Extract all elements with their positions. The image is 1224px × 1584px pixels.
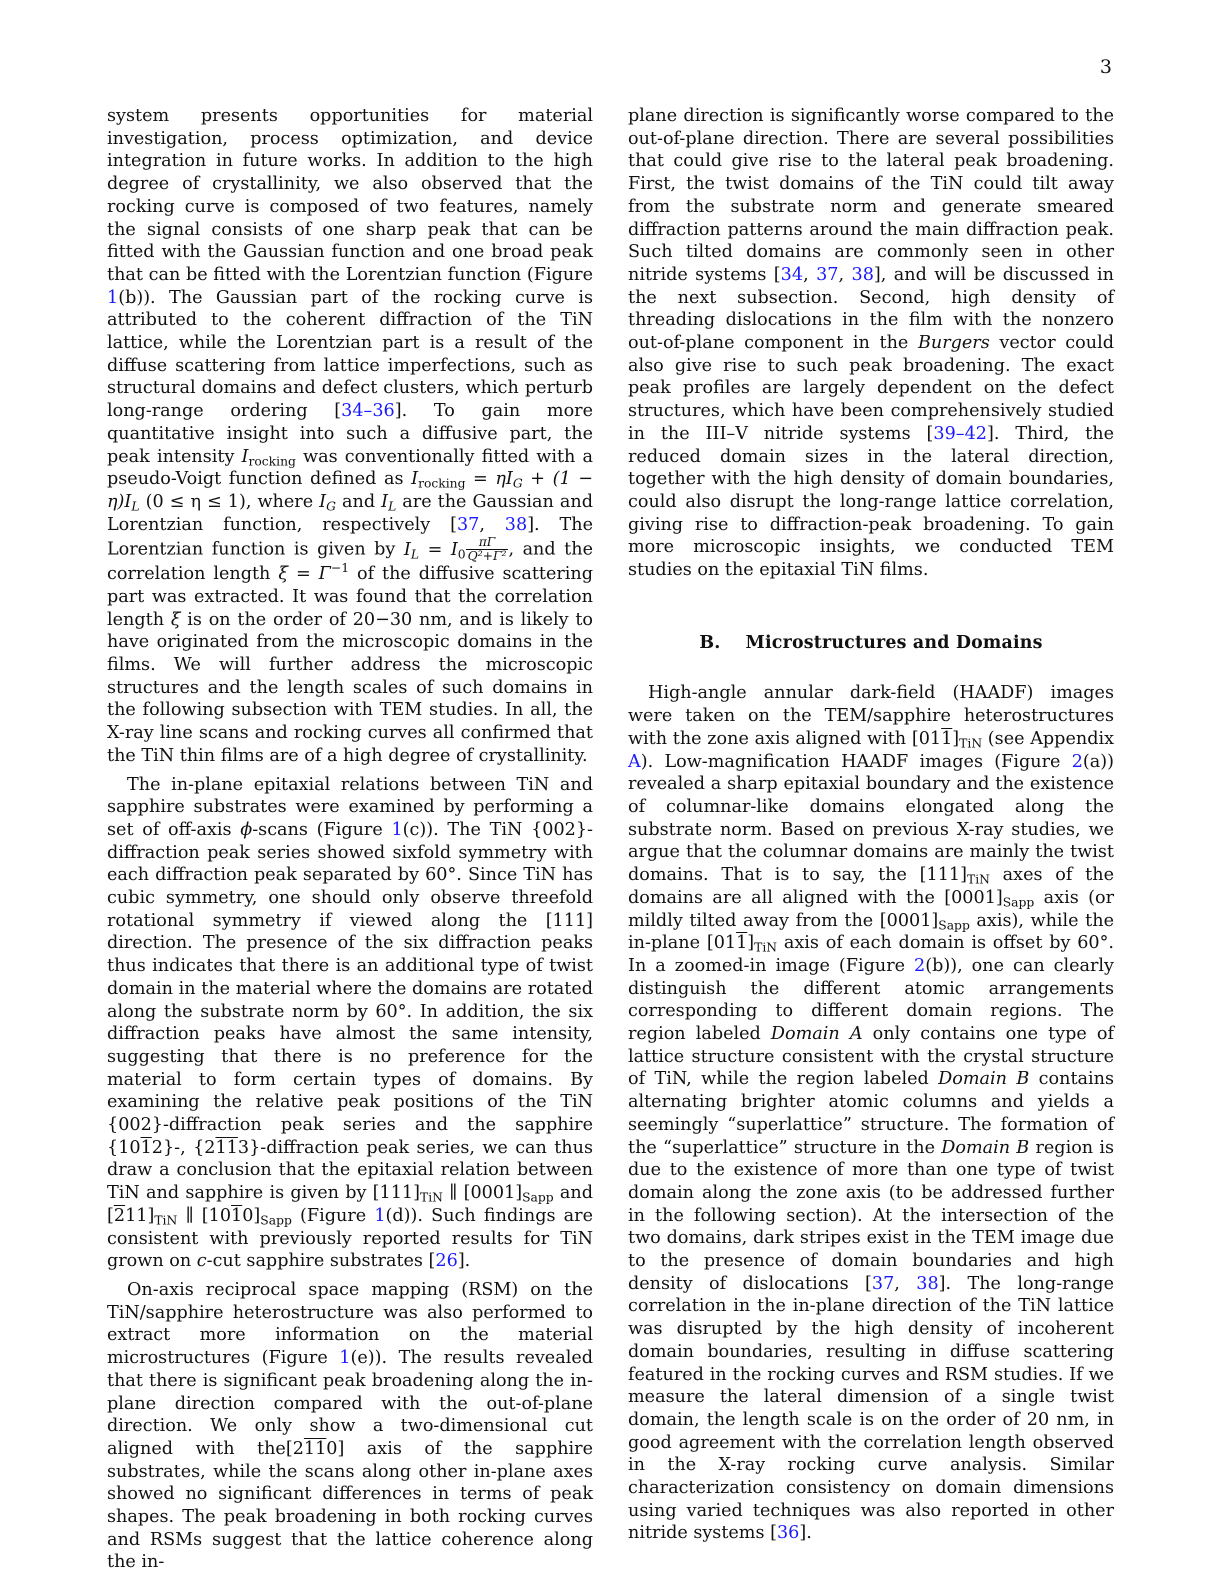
figure-link[interactable]: 2	[1071, 751, 1083, 772]
math-lorentzian: $I_L = I_0$ $\frac{\pi\Gamma}{\text{Q²+Γ²}}$	[403, 535, 507, 564]
paragraph-rsm: On-axis reciprocal space mapping (RSM) on the TiN/sapphire heterostructure was also performed to extract more information on the material microstructures (Figure 1(e)). The results revealed that there is significant peak broadening along the in-plane direction compared with the out-of-plane direction. We only show a two-dimensional cut aligned with the[2110] axis of the sapphire substrates, while the scans along other in-plane axes showed no significant differences in terms of peak shapes. The peak broadening in both rocking curves and RSMs suggest that the lattice coherence along the in-	[107, 1280, 593, 1573]
section-number: B.	[699, 632, 721, 653]
section-title: Microstructures and Domains	[745, 632, 1043, 653]
section-heading	[628, 632, 1114, 655]
math-inline: ξ	[170, 609, 181, 630]
paragraph-haadf: High-angle annular dark-field (HAADF) images were taken on the TEM/sapphire heterostructures with the zone axis aligned with $[011]_{TiN}$ (see Appendix A). Low-magnification HAADF images (Figure 2(a)) revealed a sharp epitaxial boundary and the existence of columnar-like domains elongated along the substrate norm. Based on previous X-ray studies, we argue that the columnar domains are mainly the twist domains. That is to say, the $[111]_{TiN}$ axes of the domains are all aligned with the $[0001]_{Sapp}$ axis (or mildly tilted away from the $[0001]_{Sapp}$ axis), while the in-plane $[011]_{TiN}$ axis of each domain is offset by 60°. In a zoomed-in image (Figure 2(b)), one can clearly distinguish the different atomic arrangements corresponding to different domain regions. The region labeled Domain A only contains one type of lattice structure consistent with the crystal structure of TiN, while the region labeled Domain B contains alternating brighter atomic columns and yields a seemingly “superlattice” structure. The formation of the “superlattice” structure in the Domain B region is due to the existence of more than one type of twist domain along the zone axis (to be addressed further in the following section). At the intersection of the two domains, dark stripes exist in the TEM image due to the presence of domain boundaries and high density of dislocations [37, 38]. The long-range correlation in the in-plane direction of the TiN lattice was disrupted by the high density of incoherent domain boundaries, resulting in diffuse scattering featured in the rocking curves and RSM studies. If we measure the lateral dimension of a single twist domain, the length scale is on the order of 20 nm, in good agreement with the correlation length observed in the X-ray rocking curve analysis. Similar characterization consistency on domain dimensions using varied techniques was also reported in other nitride systems [36].	[628, 683, 1115, 1544]
math-inline: $\xi = \Gamma^{-1}$	[278, 561, 350, 585]
paragraph-epitaxial-relations: The in-plane epitaxial relations between TiN and sapphire substrates were examined by performing a set of off-axis ϕ-scans (Figure 1(c)). The TiN {002}-diffraction peak series showed sixfold symmetry with each diffraction peak separated by 60°. Since TiN has cubic symmetry, one should only observe threefold rotational symmetry if viewed along the [111] direction. The presence of the six diffraction peaks thus indicates that there is an additional type of twist domain in the material where the domains are rotated along the substrate norm by 60°. In addition, the six diffraction peaks have almost the same intensity, suggesting that there is no preference for the material to form certain types of domains. By examining the relative peak positions of the TiN {002}-diffraction peak series and the sapphire {1012}-, {2113}-diffraction peak series, we can thus draw a conclusion that the epitaxial relation between TiN and sapphire is given by $[111]_{TiN}$ ∥ $[0001]_{Sapp}$ and $[211]_{TiN}$ ∥ $[1010]_{Sapp}$ (Figure 1(d)). Such findings are consistent with previously reported results for TiN grown on c-cut sapphire substrates [26].	[107, 774, 593, 1272]
math-inline: $I_G$	[319, 491, 336, 514]
right-column	[628, 105, 1114, 1551]
math-inline: $I_L$	[381, 491, 397, 514]
citation-link[interactable]: 38	[504, 514, 528, 535]
figure-link[interactable]: 1	[107, 287, 119, 308]
figure-link[interactable]: 1	[339, 1348, 351, 1369]
citation-link[interactable]: 26	[435, 1251, 458, 1272]
paragraph-rocking-curve: system presents opportunities for material investigation, process optimization, and device integration in future works. In addition to the high degree of crystallinity, we also observed that the rocking curve is composed of two features, namely the signal consists of one sharp peak that can be fitted with the Gaussian function and one broad peak that can be fitted with the Lorentzian function (Figure 1(b)). The Gaussian part of the rocking curve is attributed to the coherent diffraction of the TiN lattice, while the Lorentzian part is a result of the diffuse scattering from lattice imperfections, such as structural domains and defect clusters, which perturb long-range ordering [34–36]. To gain more quantitative insight into such a diffusive part, the peak intensity $I_{rocking}$ was conventionally fitted with a pseudo-Voigt function defined as $I_{rocking} = \eta I_G + (1 - \eta)I_L$ (0 ≤ η ≤ 1), where $I_G$ and $I_L$ are the Gaussian and Lorentzian function, respectively [37, 38]. The Lorentzian function is given by $I_L = I_0$ $\frac{\pi\Gamma}{\text{Q²+Γ²}}$ , and the correlation length $\xi = \Gamma^{-1}$ of the diffusive scattering part was extracted. It was found that the correlation length ξ is on the order of 20−30 nm, and is likely to have originated from the microscopic domains in the films. We will further address the microscopic structures and the length scales of such domains in the following subsection with TEM studies. In all, the X-ray line scans and rocking curves all confirmed that the TiN thin films are of a high degree of crystallinity.	[107, 106, 594, 766]
citation-link[interactable]: 36	[776, 1523, 800, 1544]
citation-link[interactable]: 34–36	[341, 401, 395, 422]
citation-link[interactable]: 34	[780, 264, 804, 285]
citation-link[interactable]: 38	[851, 264, 874, 285]
figure-link[interactable]: 1	[374, 1205, 386, 1226]
math-pseudo-voigt: $I_{rocking} = \eta I_G + (1 - \eta)I_L$ (0 ≤ η ≤ 1)	[107, 469, 594, 514]
citation-link[interactable]: 39–42	[933, 423, 987, 444]
page-number: 3	[1099, 56, 1112, 78]
paragraph-peak-broadening: plane direction is significantly worse compared to the out-of-plane direction. There are several possibilities that could give rise to the lateral peak broadening. First, the twist domains of the TiN could tilt away from the substrate norm and generate smeared diffraction patterns around the main diffraction peak. Such tilted domains are commonly seen in other nitride systems [34, 37, 38], and will be discussed in the next subsection. Second, high density of threading dislocations in the film with the nonzero out-of-plane component in the Burgers vector could also give rise to such peak broadening. The exact peak profiles are largely dependent on the defect structures, which have been comprehensively studied in the III–V nitride systems [39–42]. Third, the reduced domain sizes in the lateral direction, together with the high density of domain boundaries, could also disrupt the long-range lattice correlation, giving rise to diffraction-peak broadening. To gain more microscopic insights, we conducted TEM studies on the epitaxial TiN films.	[628, 106, 1115, 581]
figure-link[interactable]: 1	[391, 819, 403, 840]
citation-link[interactable]: 38	[916, 1273, 939, 1294]
appendix-link[interactable]: A	[628, 751, 641, 772]
left-column	[107, 105, 593, 1580]
citation-link[interactable]: 37	[456, 514, 480, 535]
citation-link[interactable]: 37	[871, 1273, 895, 1294]
figure-link[interactable]: 2	[914, 955, 926, 976]
citation-link[interactable]: 37	[816, 264, 839, 285]
math-inline: $I_{rocking}$	[241, 446, 296, 469]
